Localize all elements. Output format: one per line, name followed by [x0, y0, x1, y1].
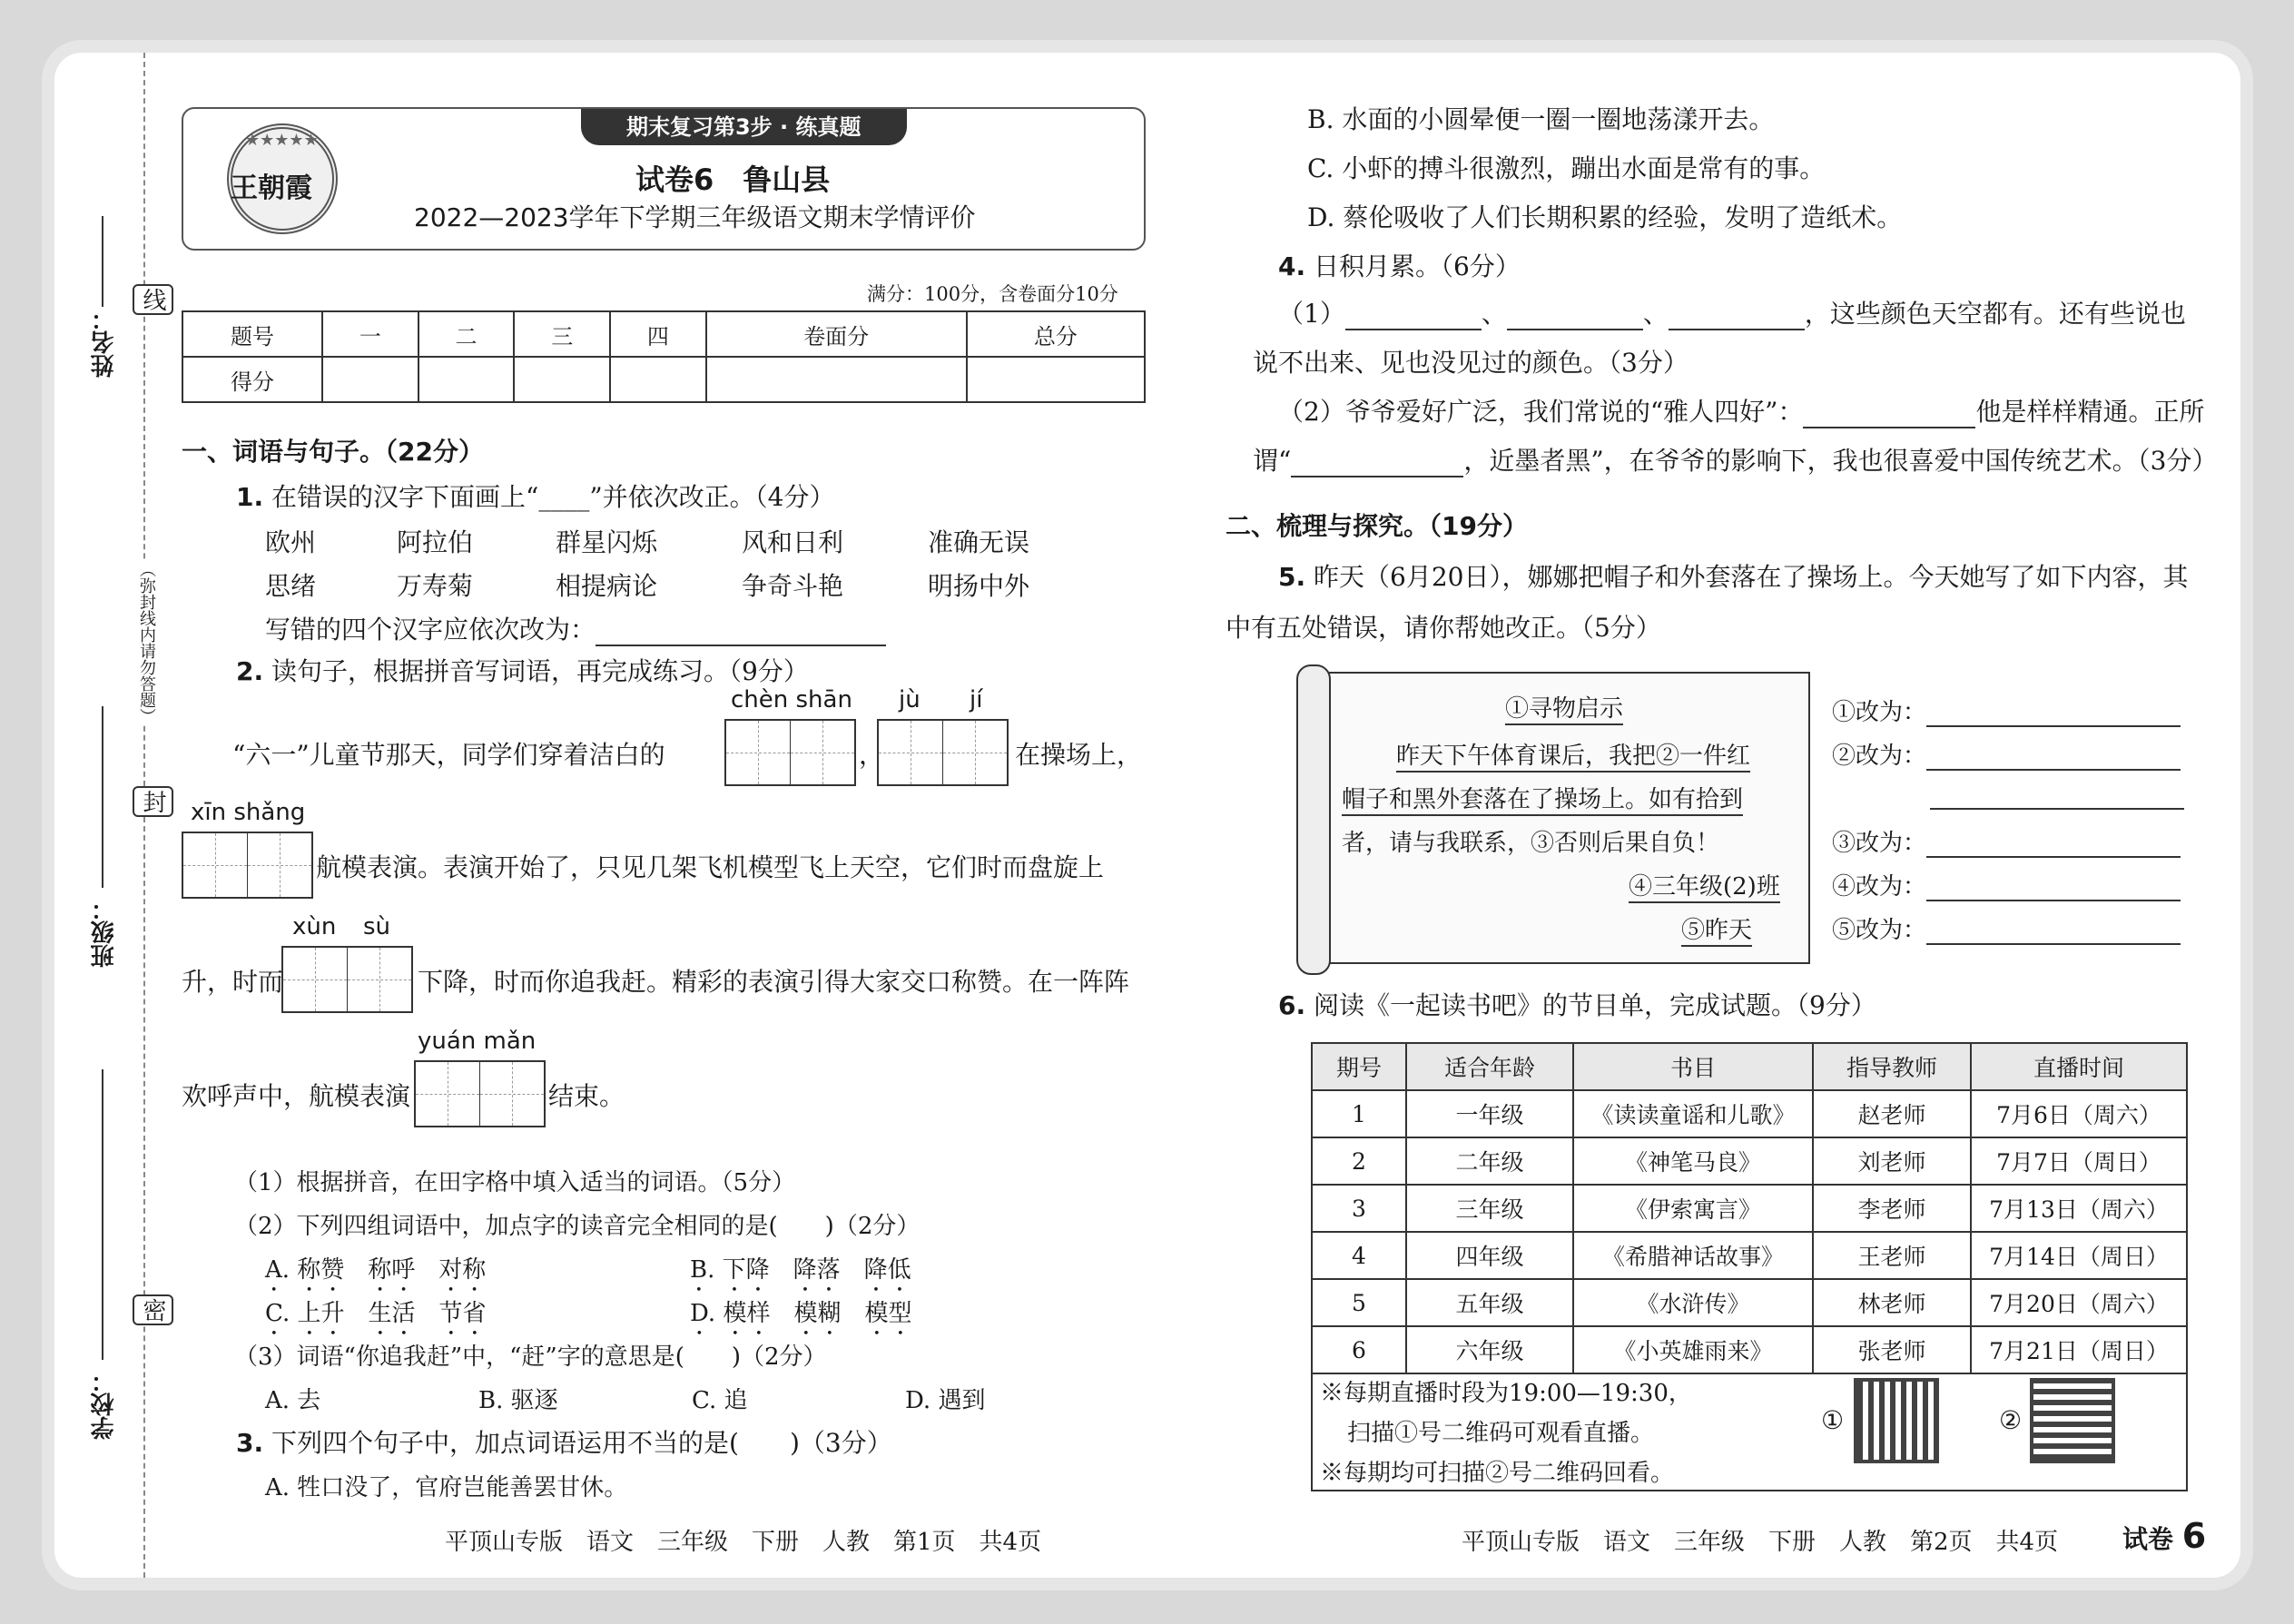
q4-blank[interactable]: [1345, 301, 1482, 330]
school-label: 学校：: [91, 1369, 118, 1440]
score-cell[interactable]: [514, 357, 610, 402]
q1-text: [236, 477, 834, 514]
notice-signature: ④三年级(2)班: [1629, 868, 1780, 903]
page-frame: [54, 53, 2240, 1578]
q2-line4b: 结束。: [548, 1081, 625, 1111]
program-cell: 林老师: [1813, 1279, 1971, 1326]
q2-line1b: ，: [859, 740, 885, 770]
q2-sub3-option: A. 去: [265, 1387, 321, 1414]
q3-option-d: D. 蔡伦吸收了人们长期积累的经验，发明了造纸术。: [1307, 202, 1903, 232]
score-header: 题号: [182, 311, 322, 357]
notice-line3: 者，请与我联系，③否则后果自负！: [1342, 830, 1720, 857]
q1-word: 风和日利: [742, 527, 844, 557]
score-cell[interactable]: [322, 357, 418, 402]
q3-option-c: C. 小虾的搏斗很激烈，蹦出水面是常有的事。: [1307, 153, 1826, 183]
header-banner: [581, 109, 907, 145]
fix-label: ①改为：: [1832, 699, 1927, 726]
logo-text: 王朝霞: [231, 172, 312, 204]
paper-tag: [2122, 1516, 2206, 1556]
q4-p1c: 、: [1642, 299, 1669, 329]
program-cell: 二年级: [1406, 1137, 1573, 1185]
name-label: 姓名：: [91, 307, 118, 378]
score-header: 总分: [967, 311, 1145, 357]
qr-code-1-icon[interactable]: [1854, 1378, 1939, 1463]
program-cell: 6: [1312, 1326, 1406, 1373]
section1-title: 一、词语与句子。（22分）: [182, 437, 484, 467]
score-table: [182, 310, 1146, 403]
program-cell: 三年级: [1406, 1185, 1573, 1232]
program-cell: 7月7日（周日）: [1971, 1137, 2187, 1185]
pinyin-yuanman: yuán mǎn: [418, 1028, 537, 1055]
program-cell: 《水浒传》: [1573, 1279, 1813, 1326]
score-header: 一: [322, 311, 418, 357]
program-cell: 7月21日（周日）: [1971, 1326, 2187, 1373]
grid-juji[interactable]: [877, 719, 1009, 786]
fix-row-3: [1832, 824, 2181, 858]
q4-p2d: ，近墨者黑”，在爷爷的影响下，我也很喜爱中国传统艺术。（3分）: [1463, 446, 2218, 476]
grid-xunsu[interactable]: [281, 946, 413, 1013]
program-cell: 王老师: [1813, 1232, 1971, 1279]
program-cell: 《小英雄雨来》: [1573, 1326, 1813, 1373]
program-cell: 2: [1312, 1137, 1406, 1185]
q4-p1d: ，这些颜色天空都有。还有些说也: [1804, 299, 2186, 329]
grid-yuanman[interactable]: [414, 1060, 546, 1127]
paper-title: 试卷6 鲁山县: [635, 162, 831, 197]
q2-sub2-option-a: A. 称赞 称呼 对称: [265, 1256, 487, 1284]
q2-sub3-option: B. 驱逐: [478, 1387, 558, 1414]
seal-feng-mark: 封: [133, 786, 173, 817]
program-cell: 张老师: [1813, 1326, 1971, 1373]
seal-mi-mark: 密: [133, 1294, 173, 1325]
program-cell: 刘老师: [1813, 1137, 1971, 1185]
program-header: 适合年龄: [1406, 1043, 1573, 1090]
fix-blank[interactable]: [1926, 872, 2181, 901]
q4-text: [1278, 247, 1521, 283]
program-cell: 《神笔马良》: [1573, 1137, 1813, 1185]
q3-option-a: A. 牲口没了，官府岂能善罢甘休。: [265, 1474, 628, 1501]
fix-blank[interactable]: [1926, 829, 2181, 858]
program-row: [1312, 1279, 2187, 1326]
q6-num: 6.: [1278, 990, 1306, 1020]
score-row-label: 得分: [182, 357, 322, 402]
program-cell: 7月20日（周六）: [1971, 1279, 2187, 1326]
q4-blank[interactable]: [1669, 301, 1805, 330]
q1-word: 准确无误: [928, 527, 1030, 557]
program-header: 直播时间: [1971, 1043, 2187, 1090]
score-note: 满分：100分，含卷面分10分: [867, 283, 1118, 305]
qr1-label: ①: [1821, 1405, 1845, 1435]
q2-sub2: （2）下列四组词语中，加点字的读音完全相同的是( )（2分）: [234, 1213, 921, 1240]
notice-line2: 帽子和黑外套落在了操场上。如有拾到: [1342, 781, 1743, 816]
school-line: [102, 1069, 103, 1360]
fix-row-4: [1832, 868, 2181, 901]
pinyin-ju: jù: [899, 686, 921, 714]
q2-sub3-options: [265, 1382, 1082, 1415]
q5-prompt2: 中有五处错误，请你帮她改正。（5分）: [1226, 613, 1661, 643]
program-row: [1312, 1185, 2187, 1232]
notice-title: ①寻物启示: [1505, 690, 1623, 725]
fix-label: ④改为：: [1832, 873, 1927, 901]
q5-prompt1: 昨天（6月20日），娜娜把帽子和外套落在了操场上。今天她写了如下内容，其: [1314, 562, 2189, 592]
fix-label: ③改为：: [1832, 830, 1927, 857]
score-header: 三: [514, 311, 610, 357]
q4-blank[interactable]: [1291, 448, 1463, 477]
pinyin-xinshang: xīn shǎng: [191, 799, 306, 826]
qr-code-2-icon[interactable]: [2030, 1378, 2115, 1463]
program-cell: 7月13日（周六）: [1971, 1185, 2187, 1232]
program-header: 期号: [1312, 1043, 1406, 1090]
q3-num: 3.: [236, 1428, 264, 1458]
q2-sub3-option: C. 追: [692, 1387, 748, 1414]
q5-text: [1278, 557, 2188, 594]
fix-row-1: [1832, 694, 2181, 727]
pinyin-chenshan: chèn shān: [731, 686, 852, 714]
paper-subtitle: 2022—2023学年下学期三年级语文期末学情评价: [414, 202, 976, 232]
q6-text: [1278, 986, 1876, 1022]
q4-p2b: 他是样样精通。正所: [1975, 397, 2205, 427]
q4-p1a: （1）: [1278, 299, 1345, 329]
program-cell: 7月14日（周日）: [1971, 1232, 2187, 1279]
program-cell: 一年级: [1406, 1090, 1573, 1137]
seal-line-mark: 线: [133, 284, 173, 315]
program-cell: 4: [1312, 1232, 1406, 1279]
q2-sub2-option-b: B. 下降 降落 降低: [690, 1256, 911, 1284]
q3-text: [236, 1423, 892, 1460]
q1-word: 欧州: [265, 527, 317, 557]
class-line: [102, 706, 103, 888]
name-line: [102, 216, 103, 307]
fix-blank[interactable]: [1926, 698, 2181, 727]
program-note1: ※每期直播时段为19:00—19:30，: [1320, 1380, 1692, 1407]
q1-word: 万寿菊: [397, 571, 474, 601]
pinyin-ji: jí: [970, 686, 983, 714]
program-cell: 《希腊神话故事》: [1573, 1232, 1813, 1279]
q4-line2: [1278, 392, 2204, 428]
program-header: 指导教师: [1813, 1043, 1971, 1090]
notice-line1: 昨天下午体育课后，我把②一件红: [1396, 737, 1750, 773]
q2-sub1: （1）根据拼音，在田字格中填入适当的词语。（5分）: [234, 1169, 796, 1196]
star-icons: ★★★★★: [245, 131, 319, 150]
program-cell: 四年级: [1406, 1232, 1573, 1279]
footer-right: 平顶山专版 语文 三年级 下册 人教 第2页 共4页: [1462, 1529, 2059, 1556]
program-row: [1312, 1232, 2187, 1279]
q1-word: 相提病论: [556, 571, 658, 601]
section2-title: 二、梳理与探究。（19分）: [1226, 511, 1528, 541]
banner-text: 期末复习第3步 · 练真题: [626, 114, 861, 140]
program-note2: 扫描①号二维码可观看直播。: [1347, 1420, 1655, 1447]
seal-note: （弥封线内请勿答题）: [134, 561, 158, 724]
program-cell: 5: [1312, 1279, 1406, 1326]
score-cell[interactable]: [418, 357, 515, 402]
score-header: 卷面分: [706, 311, 967, 357]
paper-tag-label: 试卷: [2122, 1524, 2174, 1554]
program-cell: 《伊索寓言》: [1573, 1185, 1813, 1232]
q1-row1: [265, 523, 1082, 559]
q4-prompt: 日积月累。（6分）: [1314, 251, 1521, 281]
q4-line3: [1253, 441, 2217, 477]
fix-label: ②改为：: [1832, 743, 1927, 770]
score-header: 四: [610, 311, 706, 357]
fix-blank-extra[interactable]: [1930, 808, 2184, 810]
q1-answer-row: [265, 610, 886, 646]
fix-blank[interactable]: [1926, 916, 2181, 945]
paper-tag-num: 6: [2181, 1516, 2207, 1556]
q1-word: 明扬中外: [928, 571, 1030, 601]
q1-answer-blank[interactable]: [596, 617, 886, 646]
q2-sub3-option: D. 遇到: [905, 1387, 986, 1414]
q3-option-b: B. 水面的小圆晕便一圈一圈地荡漾开去。: [1307, 104, 1775, 134]
logo-badge: [200, 118, 354, 236]
score-header-row: [182, 311, 1145, 357]
q1-row2: [265, 566, 1082, 603]
pinyin-su: sù: [363, 913, 391, 940]
q1-num: 1.: [236, 482, 264, 512]
q2-sub2-option-d: D. 模样 模糊 模型: [690, 1300, 912, 1327]
grid-xinshang[interactable]: [182, 832, 313, 899]
q1-answer-label: 写错的四个汉字应依次改为：: [265, 615, 596, 645]
q1-word: 思绪: [265, 571, 317, 601]
q2-line3b: 下降，时而你追我赶。精彩的表演引得大家交口称赞。在一阵阵: [418, 967, 1130, 997]
q4-line1: [1278, 294, 2186, 330]
q4-p1b: 、: [1481, 299, 1507, 329]
q1-word: 争奇斗艳: [742, 571, 844, 601]
q5-num: 5.: [1278, 562, 1306, 592]
fix-row-5: [1832, 911, 2181, 945]
program-row: [1312, 1137, 2187, 1185]
footer-left: 平顶山专版 语文 三年级 下册 人教 第1页 共4页: [445, 1529, 1042, 1556]
program-cell: 六年级: [1406, 1326, 1573, 1373]
program-cell: 3: [1312, 1185, 1406, 1232]
grid-chenshan[interactable]: [724, 719, 856, 786]
q4-num: 4.: [1278, 251, 1306, 281]
program-cell: 1: [1312, 1090, 1406, 1137]
q2-line3a: 升，时而: [182, 967, 284, 997]
pinyin-xun: xùn: [292, 913, 337, 940]
q2-line2: 航模表演。表演开始了，只见几架飞机模型飞上天空，它们时而盘旋上: [316, 852, 1105, 882]
q2-num: 2.: [236, 656, 264, 686]
program-header: 书目: [1573, 1043, 1813, 1090]
q2-prompt: 读句子，根据拼音写词语，再完成练习。（9分）: [271, 656, 809, 686]
fix-blank[interactable]: [1926, 742, 2181, 771]
scroll-roll: [1296, 664, 1331, 975]
q4-p2c: 谓“: [1253, 446, 1292, 476]
program-cell: 赵老师: [1813, 1090, 1971, 1137]
q1-word: 群星闪烁: [556, 527, 658, 557]
program-table: [1311, 1042, 2188, 1374]
score-cell[interactable]: [967, 357, 1145, 402]
program-header-row: [1312, 1043, 2187, 1090]
q4-blank[interactable]: [1507, 301, 1643, 330]
qr2-label: ②: [1999, 1405, 2023, 1435]
score-cell[interactable]: [706, 357, 967, 402]
q2-sub2-option-c: C. 上升 生活 节省: [265, 1300, 487, 1327]
program-note3: ※每期均可扫描②号二维码回看。: [1320, 1460, 1675, 1487]
program-cell: 五年级: [1406, 1279, 1573, 1326]
program-cell: 7月6日（周六）: [1971, 1090, 2187, 1137]
program-cell: 《读读童谣和儿歌》: [1573, 1090, 1813, 1137]
q2-line1a: “六一”儿童节那天，同学们穿着洁白的: [232, 740, 665, 770]
q1-prompt: 在错误的汉字下面画上“____”并依次改正。（4分）: [271, 482, 835, 512]
q2-text: [236, 652, 809, 688]
q4-p2a: （2）爷爷爱好广泛，我们常说的“雅人四好”：: [1278, 397, 1804, 427]
q4-p1e: 说不出来、见也没见过的颜色。（3分）: [1253, 348, 1689, 378]
class-label: 班级：: [91, 897, 118, 968]
program-cell: 李老师: [1813, 1185, 1971, 1232]
notice-date: ⑤昨天: [1681, 911, 1752, 947]
q6-prompt: 阅读《一起读书吧》的节目单，完成试题。（9分）: [1314, 990, 1876, 1020]
score-header: 二: [418, 311, 515, 357]
fix-label: ⑤改为：: [1832, 917, 1927, 944]
q3-prompt: 下列四个句子中，加点词语运用不当的是( )（3分）: [271, 1428, 892, 1458]
fix-row-2: [1832, 737, 2181, 771]
score-cell[interactable]: [610, 357, 706, 402]
q1-word: 阿拉伯: [397, 527, 474, 557]
q2-line1c: 在操场上，: [1015, 740, 1143, 770]
q2-line4a: 欢呼声中，航模表演: [182, 1081, 411, 1111]
score-row: [182, 357, 1145, 402]
q4-blank[interactable]: [1803, 399, 1975, 428]
q2-sub3: （3）词语“你追我赶”中，“赶”字的意思是( )（2分）: [234, 1343, 827, 1371]
program-row: [1312, 1090, 2187, 1137]
